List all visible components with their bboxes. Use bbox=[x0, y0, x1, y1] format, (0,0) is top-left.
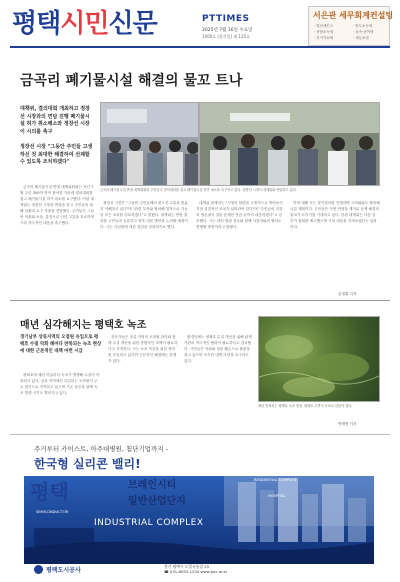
masthead-ad-line: · 양도소득세 bbox=[353, 24, 373, 28]
lead-body-text: 정장선 시장은 "그동안 주민들께서 겪으신 고통을 충분히 이해하고 있다"며 "관련 부서와 협의해 법적으로 가능한 모든 조치를 검토하겠다"고 밝혔다. 대책위는 면담 결과를 주민들과 공유하고 향후 대응 방안을 논의할 예정이다. 시는 사업장에 대한 점검을 강화하기로 했다. bbox=[100, 201, 188, 229]
ad-complex-label: INDUSTRIAL COMPLEX bbox=[94, 518, 204, 528]
second-byline: 박재영 기자 bbox=[338, 422, 357, 426]
ad-subtitle: 일반산업단지 bbox=[128, 496, 186, 507]
ad-subtitle: 브레인시티 bbox=[128, 480, 177, 491]
second-body-text: 평택호에 매년 여름마다 녹조가 발생해 수질이 악화되고 있다. 상류 지역에서 유입되는 오염원이 주요 원인으로 지목되고 있으며 기온 상승과 함께 녹조 발생 시기도 빨라지고 있다. bbox=[20, 373, 100, 395]
lead-deck bbox=[20, 106, 94, 167]
masthead-ad-line: · 법인세신고 bbox=[314, 24, 334, 28]
ad-contact-line: ☎ 031-8053-1234 www.puc.or.kr bbox=[164, 569, 228, 574]
newspaper-logo[interactable]: 평택시민신문 bbox=[12, 9, 157, 39]
masthead-ad-line: · 종합소득세 bbox=[314, 30, 334, 34]
puc-logo-icon bbox=[34, 565, 43, 574]
ad-divider bbox=[10, 434, 390, 435]
lead-body-text: 대책위 관계자는 "시장의 답변을 긍정적으로 받아들이지만 실질적인 조치가 뒤따라야 한다"며 "주민들의 건강과 생존권이 걸린 문제인 만큼 끝까지 대응하겠다"고 강조했다. 시는 관련 법령 검토와 함께 사업자와의 협의도 병행할 방침이라고 밝혔다. bbox=[196, 201, 283, 229]
masthead-ad-line: · 상속·증여세 bbox=[353, 30, 374, 34]
lead-body-column bbox=[196, 200, 284, 296]
algae-bloom-photo[interactable] bbox=[258, 316, 380, 402]
second-deck-paragraph: 경기남부 상류지역의 오염원 유입으로 평택호 수질 악화 해마다 반복되는 녹조 현상에 대한 근본적인 대책 마련 시급 bbox=[20, 335, 102, 354]
lead-body-column bbox=[290, 200, 380, 288]
second-body-text: 환경단체는 평택호 수질 개선을 위해 관계 기관의 적극적인 협력이 필요하다고 강조했다. 시민들은 악취와 경관 훼손으로 불편을 겪고 있으며 조속한 대책 마련을 요구하고 있다. bbox=[184, 335, 252, 363]
masthead-ad-line: · 부가가치세 bbox=[314, 36, 334, 40]
lead-deck-paragraph: 대책위, 결의대회 개최하고 정장선 시장과의 면담 진행 폐기물시설 허가 취소해소와 정장선 시장이 시의를 촉구 bbox=[20, 106, 90, 135]
algae-photo-art bbox=[259, 317, 380, 402]
second-body-text: 전문가들은 상류 지역의 오염원 관리와 함께 수질 개선을 위한 종합적인 대책이 필요하다고 지적한다. 시는 녹조 저감을 위한 장비를 투입하고 있지만 근본적인 해결에는 한계가 있다. bbox=[108, 335, 178, 363]
masthead-info bbox=[202, 14, 282, 40]
second-headline[interactable]: 매년 심각해지는 평택호 녹조 bbox=[20, 320, 147, 331]
ad-zone-label: SEMICONDUCTOR bbox=[36, 510, 69, 514]
meeting-photo-art bbox=[200, 103, 380, 186]
lead-body-column bbox=[100, 200, 190, 296]
masthead-ad-title: 서은관 세무회계컨설팅 bbox=[313, 11, 394, 20]
masthead-ad[interactable] bbox=[308, 6, 394, 46]
lead-deck-paragraph: 정장선 시장 "그동안 주민들 고생하신 것 최대한 해결하여 선제할 수 있도록 조치하겠다" bbox=[20, 144, 93, 165]
lead-byline: 김정훈 기자 bbox=[338, 292, 357, 296]
algae-photo-caption: 매년 반복되는 평택호 녹조 현상. 평택호 수면이 녹조로 뒤덮여 있다. bbox=[258, 404, 353, 408]
ad-footer bbox=[24, 564, 374, 576]
ad-zone-label: RESIDENTIAL COMPLEX bbox=[254, 478, 297, 482]
second-deck bbox=[20, 334, 102, 355]
ad-address bbox=[164, 564, 227, 574]
masthead bbox=[10, 6, 394, 46]
lead-photo-caption: 금곡리 폐기물시설 반대 대책위원회 주민들이 결의대회를 열고 폐기물시설 허가 취소를 촉구하고 있다. 정장선 시장이 대책위와 면담하고 있다. bbox=[100, 188, 297, 192]
ad-organization: 평택도시공사 bbox=[46, 567, 81, 574]
issue-number: 1000호 (창간일) 제 125호 bbox=[202, 34, 250, 39]
ad-zone-label: HOSPITAL bbox=[268, 494, 286, 498]
lead-headline[interactable]: 금곡리 폐기물시설 해결의 물꼬 트나 bbox=[20, 73, 243, 89]
ad-address-line: 경기 평택시 도일유통길 25 bbox=[164, 564, 210, 569]
lead-body-text: 이에 대해 시는 정식절차를 진행하며 시의회와도 협의해 나갈 계획이다. 주민들은 이번 면담을 계기로 문제 해결의 물꼬가 트이기를 기대하고 있다. 한편 대책위는 다음 달 추가 집회를 예고했으며 시의 대응을 지켜보겠다는 입장이다. bbox=[290, 201, 380, 229]
second-body-column bbox=[184, 334, 252, 430]
ad-headline: 한국형 실리콘 밸리! bbox=[34, 457, 141, 471]
pt-times-logo: PTTIMES bbox=[202, 14, 250, 24]
brain-city-ad[interactable] bbox=[24, 440, 374, 576]
lead-photo-meeting[interactable] bbox=[199, 102, 380, 186]
second-body-column bbox=[108, 334, 178, 430]
section-divider bbox=[10, 300, 390, 301]
lead-body-text: 금곡리 폐기물시설 반대 대책위원회는 지난 7월 주민 300여 명이 참석한 가운데 결의대회를 열고 폐기물시설 허가 취소를 요구했다. 이날 대책위는 정장선 시장과 면담을 갖고 주민들의 피해 상황과 요구 사항을 전달했다. 주민들은 그동안 악취와 소음, 분진으로 인한 고통을 호소하며 시의 적극적인 대응을 촉구했다. bbox=[20, 185, 94, 225]
masthead-ad-line: · 세무조정 bbox=[353, 36, 369, 40]
masthead-rule bbox=[10, 46, 390, 48]
second-body-column bbox=[20, 372, 100, 430]
lead-body-column bbox=[20, 184, 94, 290]
ad-tagline: 주거부터 카이스트, 아주대병원, 첨단기업까지 - bbox=[34, 445, 169, 453]
lead-photo-rally[interactable] bbox=[100, 102, 199, 186]
rally-photo-art bbox=[101, 103, 199, 186]
ad-city-name: 평택 bbox=[30, 480, 69, 504]
issue-date: 2025년 7월 16일 수요일 bbox=[202, 28, 253, 33]
